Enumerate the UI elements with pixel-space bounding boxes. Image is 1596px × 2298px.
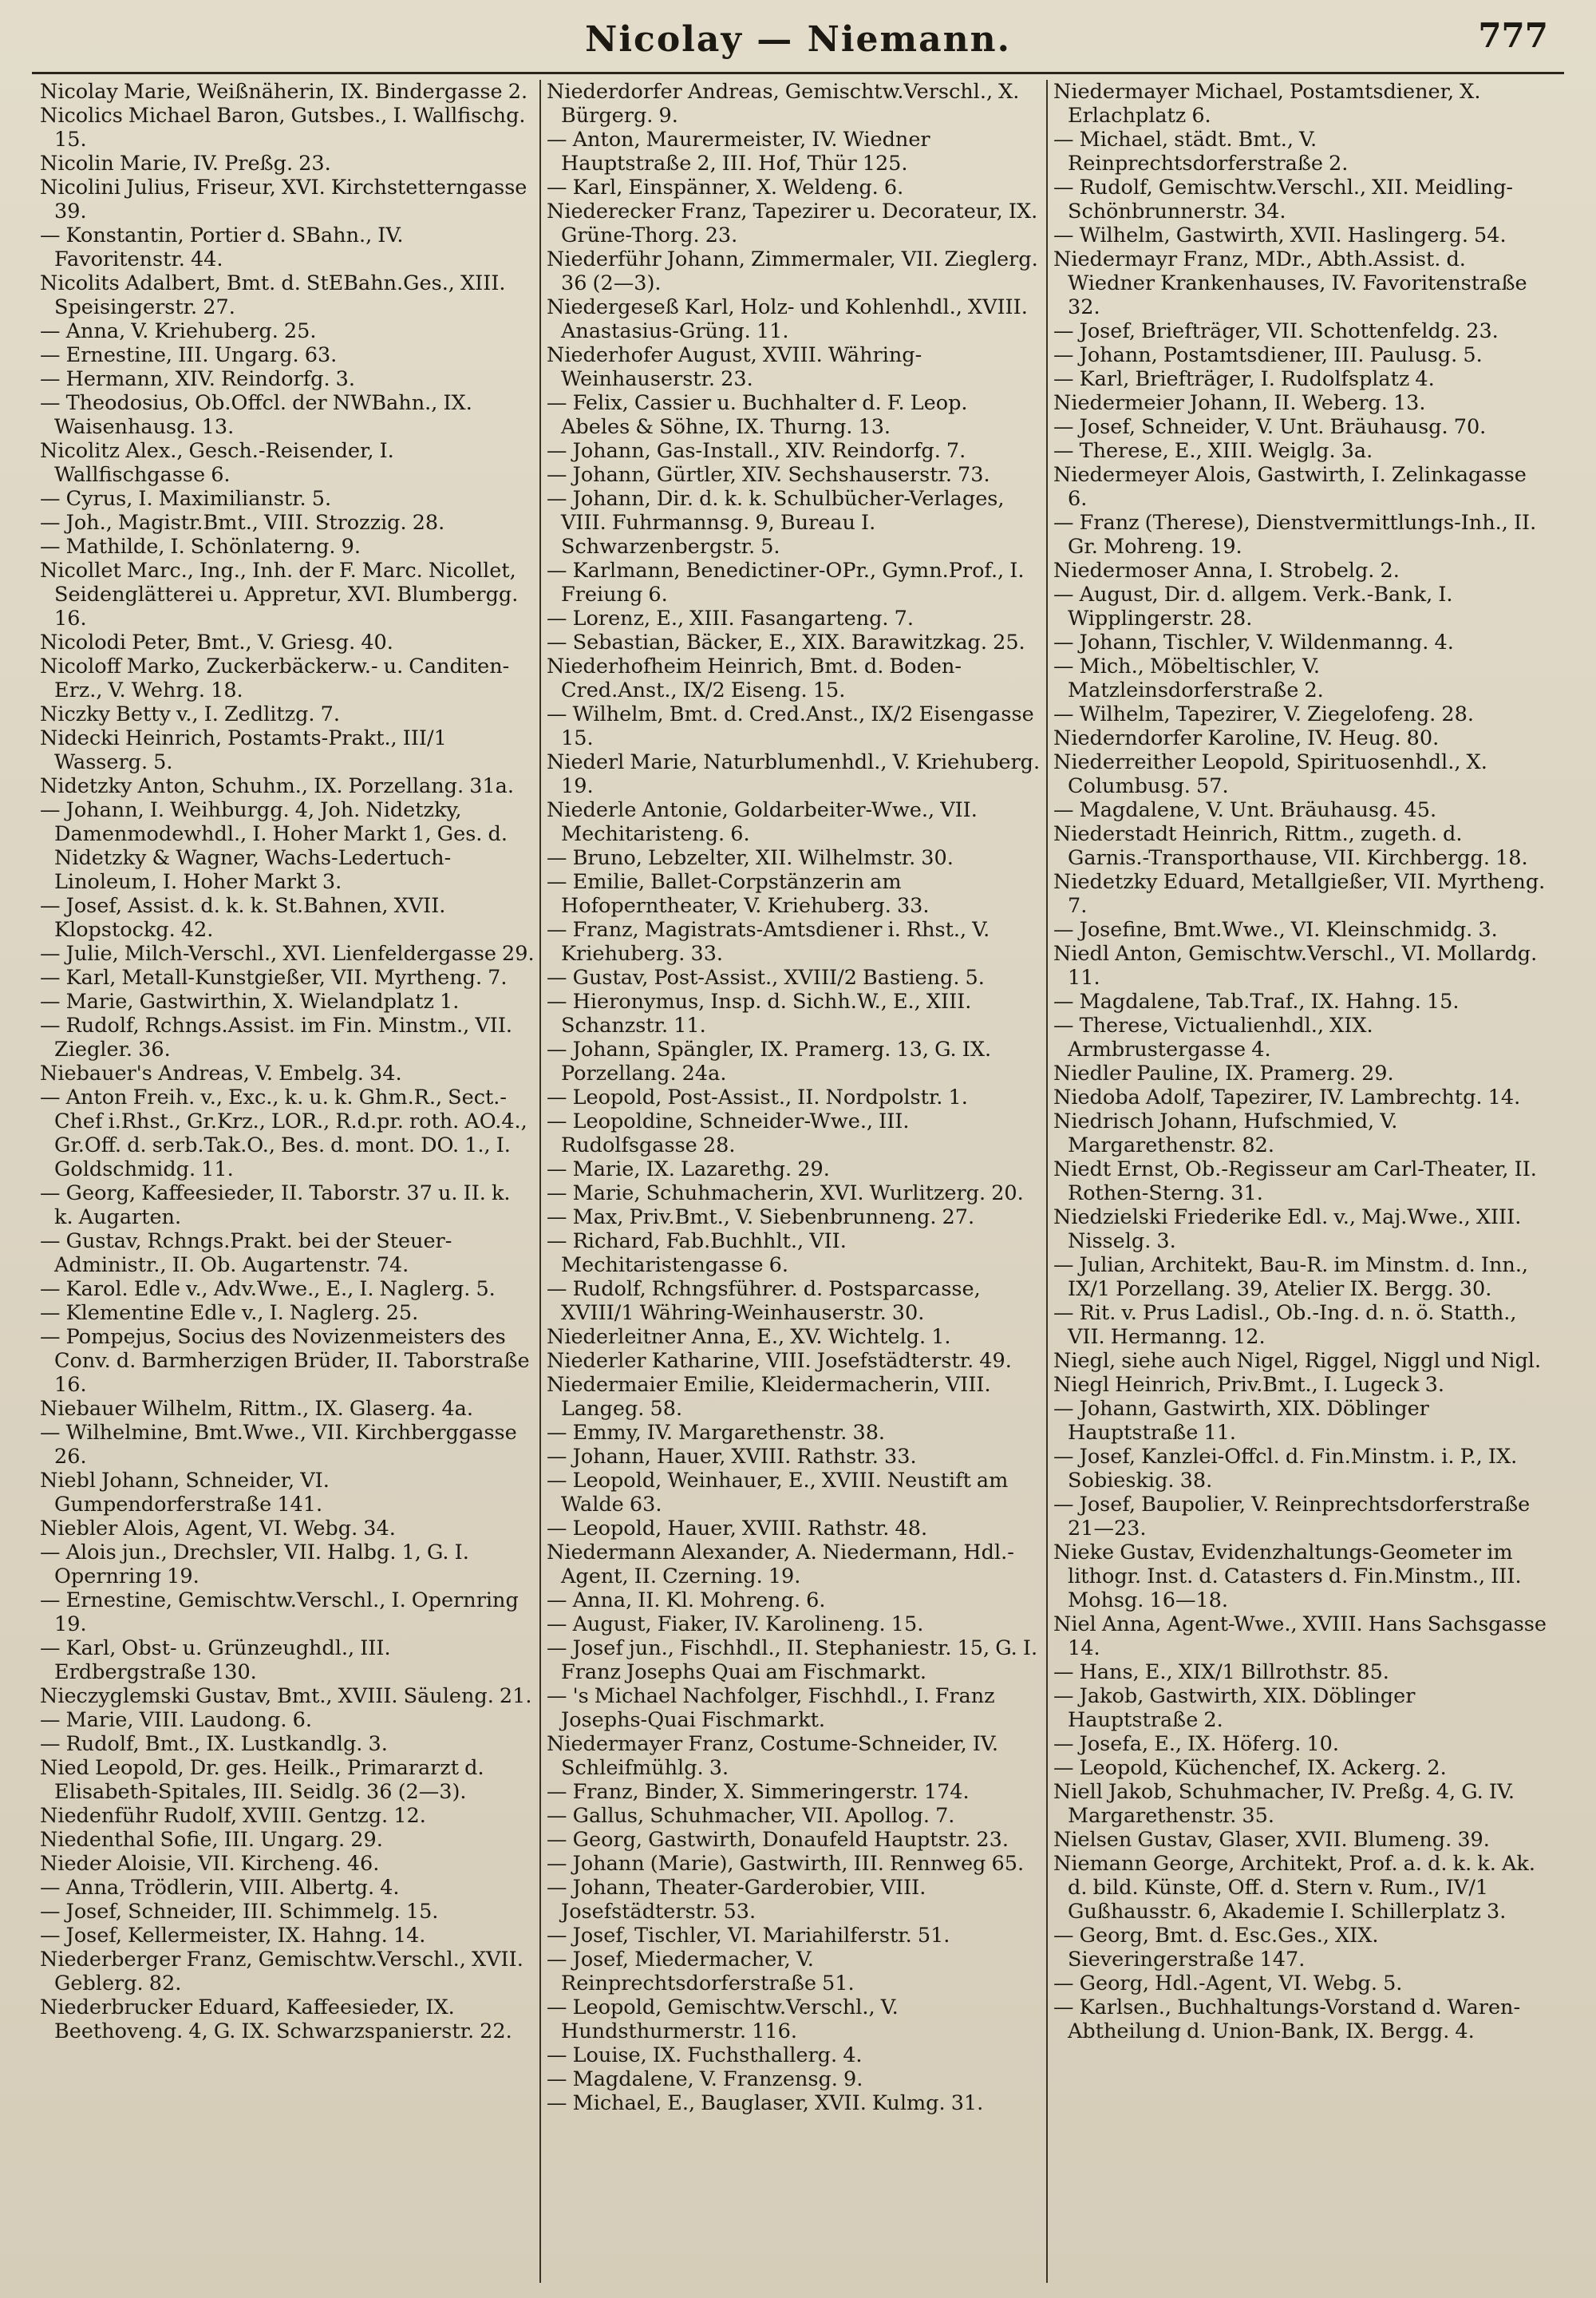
directory-entry: — Cyrus, I. Maximilianstr. 5. xyxy=(40,487,332,511)
directory-entry: Niedergeseß Karl, Holz- und Kohlenhdl., XVIII. Anastasius-Grüng. 11. xyxy=(547,295,1028,343)
directory-entry: — Max, Priv.Bmt., V. Siebenbrunneng. 27. xyxy=(547,1205,975,1229)
directory-entry: Niedler Pauline, IX. Pramerg. 29. xyxy=(1053,1062,1394,1086)
directory-entry: — Magdalene, Tab.Traf., IX. Hahng. 15. xyxy=(1053,990,1460,1014)
directory-entry: — Karlsen., Buchhaltungs-Vorstand d. Waren-Abtheilung d. Union-Bank, IX. Bergg. 4. xyxy=(1053,1995,1521,2043)
directory-entry: — Franz, Binder, X. Simmeringerstr. 174. xyxy=(547,1780,970,1804)
directory-entry: Nied Leopold, Dr. ges. Heilk., Primararzt d. Elisabeth-Spitales, III. Seidlg. 36 (2—3). xyxy=(40,1756,484,1804)
directory-entry: Niedenthal Sofie, III. Ungarg. 29. xyxy=(40,1828,383,1852)
directory-entry: — Richard, Fab.Buchhlt., VII. Mechitaristengasse 6. xyxy=(547,1229,847,1277)
directory-entry: Niederbrucker Eduard, Kaffeesieder, IX. Beethoveng. 4, G. IX. Schwarzspanierstr. 22. xyxy=(40,1995,512,2043)
directory-entry: — Josefine, Bmt.Wwe., VI. Kleinschmidg. 3. xyxy=(1053,918,1498,942)
column-1 xyxy=(40,80,535,2043)
directory-entry: — Johann (Marie), Gastwirth, III. Rennweg 65. xyxy=(547,1852,1025,1876)
directory-entry: — Karl, Obst- u. Grünzeughdl., III. Erdbergstraße 130. xyxy=(40,1636,391,1684)
directory-entry: Niel Anna, Agent-Wwe., XVIII. Hans Sachsgasse 14. xyxy=(1053,1612,1547,1660)
directory-entry: — Rit. v. Prus Ladisl., Ob.-Ing. d. n. ö. Statth., VII. Hermanng. 12. xyxy=(1053,1301,1517,1349)
directory-entry: Niebler Alois, Agent, VI. Webg. 34. xyxy=(40,1517,396,1541)
directory-entry: — Josef jun., Fischhdl., II. Stephaniestr. 15, G. I. Franz Josephs Quai am Fischmarkt. xyxy=(547,1636,1038,1684)
directory-entry: — Hermann, XIV. Reindorfg. 3. xyxy=(40,367,355,391)
directory-entry: Niederl Marie, Naturblumenhdl., V. Kriehuberg. 19. xyxy=(547,750,1041,798)
directory-entry: — Gustav, Post-Assist., XVIII/2 Bastieng. 5. xyxy=(547,966,985,990)
directory-entry: Niedermeyer Alois, Gastwirth, I. Zelinkagasse 6. xyxy=(1053,463,1527,511)
directory-entry: — Karl, Metall-Kunstgießer, VII. Myrtheng. 7. xyxy=(40,966,508,990)
directory-entry: Niczky Betty v., I. Zedlitzg. 7. xyxy=(40,702,340,726)
directory-entry: — Pompejus, Socius des Novizenmeisters des Conv. d. Barmherzigen Brüder, II. Taborstraße 16. xyxy=(40,1325,530,1397)
directory-entry: — Anton Freih. v., Exc., k. u. k. Ghm.R., Sect.-Chef i.Rhst., Gr.Krz., LOR., R.d.pr. roth. AO.4., Gr.Off. d. serb.Tak.O., Bes. d. mont. DO. 1., I. Goldschmidg. 11. xyxy=(40,1086,527,1181)
directory-entry: — Wilhelmine, Bmt.Wwe., VII. Kirchberggasse 26. xyxy=(40,1421,517,1469)
directory-entry: — Marie, Gastwirthin, X. Wielandplatz 1. xyxy=(40,990,460,1014)
directory-entry: — Mathilde, I. Schönlaterng. 9. xyxy=(40,535,361,559)
directory-entry: — Josef, Kellermeister, IX. Hahng. 14. xyxy=(40,1924,426,1948)
page-title: Nicolay — Niemann. xyxy=(585,19,1011,60)
directory-entry: — Johann, Tischler, V. Wildenmanng. 4. xyxy=(1053,631,1454,655)
directory-entry: — Johann, I. Weihburgg. 4, Joh. Nidetzky, Damenmodewhdl., I. Hoher Markt 1, Ges. d. Nidetzky & Wagner, Wachs-Ledertuch-Linoleum, I. Hoher Markt 3. xyxy=(40,798,508,894)
directory-entry: Nieder Aloisie, VII. Kircheng. 46. xyxy=(40,1852,380,1876)
directory-entry: — Josefa, E., IX. Höferg. 10. xyxy=(1053,1732,1339,1756)
directory-entry: — Johann, Dir. d. k. k. Schulbücher-Verlages, VIII. Fuhrmannsg. 9, Bureau I. Schwarzenbergstr. 5. xyxy=(547,487,1005,559)
directory-entry: Nicolodi Peter, Bmt., V. Griesg. 40. xyxy=(40,631,393,655)
directory-entry: — Karlmann, Benedictiner-OPr., Gymn.Prof., I. Freiung 6. xyxy=(547,559,1025,607)
directory-entry: — Leopold, Post-Assist., II. Nordpolstr. 1. xyxy=(547,1086,968,1109)
directory-entry: — Emilie, Ballet-Corpstänzerin am Hofoperntheater, V. Kriehuberg. 33. xyxy=(547,870,930,918)
directory-entry: — Magdalene, V. Franzensg. 9. xyxy=(547,2067,863,2091)
directory-entry: Niederstadt Heinrich, Rittm., zugeth. d. Garnis.-Transporthause, VII. Kirchbergg. 18. xyxy=(1053,822,1528,870)
directory-entry: — Louise, IX. Fuchsthallerg. 4. xyxy=(547,2043,863,2067)
directory-entry: — Hieronymus, Insp. d. Sichh.W., E., XIII. Schanzstr. 11. xyxy=(547,990,972,1038)
directory-entry: Niell Jakob, Schuhmacher, IV. Preßg. 4, G. IV. Margarethenstr. 35. xyxy=(1053,1780,1515,1828)
directory-entry: — Therese, Victualienhdl., XIX. Armbrustergasse 4. xyxy=(1053,1014,1373,1062)
directory-entry: — Marie, Schuhmacherin, XVI. Wurlitzerg. 20. xyxy=(547,1181,1024,1205)
directory-entry: — Georg, Kaffeesieder, II. Taborstr. 37 u. II. k. k. Augarten. xyxy=(40,1181,511,1229)
directory-entry: — Johann, Gürtler, XIV. Sechshauserstr. 73. xyxy=(547,463,990,487)
directory-entry: — Johann, Spängler, IX. Pramerg. 13, G. IX. Porzellang. 24a. xyxy=(547,1038,992,1086)
directory-entry: Niedermann Alexander, A. Niedermann, Hdl.-Agent, II. Czerning. 19. xyxy=(547,1541,1014,1588)
directory-entry: — Anton, Maurermeister, IV. Wiedner Hauptstraße 2, III. Hof, Thür 125. xyxy=(547,128,930,176)
directory-entry: — Georg, Hdl.-Agent, VI. Webg. 5. xyxy=(1053,1972,1403,1995)
directory-entry: — Lorenz, E., XIII. Fasangarteng. 7. xyxy=(547,607,914,631)
directory-entry: — Theodosius, Ob.Offcl. der NWBahn., IX. Waisenhausg. 13. xyxy=(40,391,472,439)
directory-entry: Niedl Anton, Gemischtw.Verschl., VI. Mollardg. 11. xyxy=(1053,942,1538,990)
directory-entry: Niedoba Adolf, Tapezirer, IV. Lambrechtg. 14. xyxy=(1053,1086,1521,1109)
directory-entry: Niederreither Leopold, Spirituosenhdl., X. Columbusg. 57. xyxy=(1053,750,1487,798)
directory-entry: — Julian, Architekt, Bau-R. im Minstm. d. Inn., IX/1 Porzellang. 39, Atelier IX. Bergg. 30. xyxy=(1053,1253,1529,1301)
directory-entry: — Josef, Assist. d. k. k. St.Bahnen, XVII. Klopstockg. 42. xyxy=(40,894,446,942)
directory-entry: — Julie, Milch-Verschl., XVI. Lienfeldergasse 29. xyxy=(40,942,535,966)
directory-entry: Nicolini Julius, Friseur, XVI. Kirchstetterngasse 39. xyxy=(40,176,527,223)
directory-entry: — Josef, Miedermacher, V. Reinprechtsdorferstraße 51. xyxy=(547,1948,855,1995)
directory-entry: Niederhofheim Heinrich, Bmt. d. Boden-Cred.Anst., IX/2 Eiseng. 15. xyxy=(547,655,962,702)
directory-entry: — Josef, Kanzlei-Offcl. d. Fin.Minstm. i. P., IX. Sobieskig. 38. xyxy=(1053,1445,1518,1493)
directory-entry: Nicollet Marc., Ing., Inh. der F. Marc. Nicollet, Seidenglätterei u. Appretur, XVI. Blumbergg. 16. xyxy=(40,559,519,631)
directory-entry: Niedermeier Johann, II. Weberg. 13. xyxy=(1053,391,1426,415)
directory-entry: — Josef, Schneider, III. Schimmelg. 15. xyxy=(40,1900,439,1924)
directory-entry: — Anna, Trödlerin, VIII. Albertg. 4. xyxy=(40,1876,400,1900)
directory-entry: — Magdalene, V. Unt. Bräuhausg. 45. xyxy=(1053,798,1437,822)
directory-entry: — Hans, E., XIX/1 Billrothstr. 85. xyxy=(1053,1660,1389,1684)
directory-entry: — Leopold, Weinhauer, E., XVIII. Neustift am Walde 63. xyxy=(547,1469,1009,1517)
directory-entry: — Rudolf, Rchngsführer. d. Postsparcasse, XVIII/1 Währing-Weinhauserstr. 30. xyxy=(547,1277,981,1325)
directory-entry: — Rudolf, Bmt., IX. Lustkandlg. 3. xyxy=(40,1732,388,1756)
directory-entry: — Marie, IX. Lazarethg. 29. xyxy=(547,1157,830,1181)
directory-entry: — Gustav, Rchngs.Prakt. bei der Steuer-Administr., II. Ob. Augartenstr. 74. xyxy=(40,1229,452,1277)
directory-entry: — Konstantin, Portier d. SBahn., IV. Favoritenstr. 44. xyxy=(40,223,404,271)
directory-entry: — Karl, Einspänner, X. Weldeng. 6. xyxy=(547,176,904,200)
directory-entry: Niedenführ Rudolf, XVIII. Gentzg. 12. xyxy=(40,1804,426,1828)
directory-entry: — Josef, Tischler, VI. Mariahilferstr. 51. xyxy=(547,1924,950,1948)
directory-entry: Niedetzky Eduard, Metallgießer, VII. Myrtheng. 7. xyxy=(1053,870,1546,918)
directory-entry: — Wilhelm, Tapezirer, V. Ziegelofeng. 28. xyxy=(1053,702,1474,726)
page-header xyxy=(0,0,1596,73)
directory-entry: Nicolitz Alex., Gesch.-Reisender, I. Wallfischgasse 6. xyxy=(40,439,394,487)
directory-entry: Niegl Heinrich, Priv.Bmt., I. Lugeck 3. xyxy=(1053,1373,1445,1397)
directory-entry: — Alois jun., Drechsler, VII. Halbg. 1, G. I. Opernring 19. xyxy=(40,1541,469,1588)
directory-entry: — Bruno, Lebzelter, XII. Wilhelmstr. 30. xyxy=(547,846,954,870)
directory-entry: — Leopold, Gemischtw.Verschl., V. Hundsthurmerstr. 116. xyxy=(547,1995,899,2043)
directory-entry: Nieczyglemski Gustav, Bmt., XVIII. Säuleng. 21. xyxy=(40,1684,532,1708)
directory-entry: — Ernestine, Gemischtw.Verschl., I. Opernring 19. xyxy=(40,1588,519,1636)
directory-entry: Niedt Ernst, Ob.-Regisseur am Carl-Theater, II. Rothen-Sterng. 31. xyxy=(1053,1157,1537,1205)
directory-entry: — Jakob, Gastwirth, XIX. Döblinger Hauptstraße 2. xyxy=(1053,1684,1416,1732)
directory-entry: — Rudolf, Rchngs.Assist. im Fin. Minstm., VII. Ziegler. 36. xyxy=(40,1014,513,1062)
directory-entry: Niedrisch Johann, Hufschmied, V. Margarethenstr. 82. xyxy=(1053,1109,1398,1157)
directory-entry: Niedermayer Franz, Costume-Schneider, IV. Schleifmühlg. 3. xyxy=(547,1732,998,1780)
directory-entry: — Johann, Gastwirth, XIX. Döblinger Hauptstraße 11. xyxy=(1053,1397,1429,1445)
directory-entry: — Felix, Cassier u. Buchhalter d. F. Leop. Abeles & Söhne, IX. Thurng. 13. xyxy=(547,391,968,439)
header-rule xyxy=(32,72,1564,74)
directory-entry: Nidecki Heinrich, Postamts-Prakt., III/1 Wasserg. 5. xyxy=(40,726,447,774)
directory-entry: — Johann, Hauer, XVIII. Rathstr. 33. xyxy=(547,1445,917,1469)
directory-entry: — Josef, Briefträger, VII. Schottenfeldg. 23. xyxy=(1053,319,1499,343)
directory-entry: Niedermaier Emilie, Kleidermacherin, VIII. Langeg. 58. xyxy=(547,1373,991,1421)
directory-entry: — Rudolf, Gemischtw.Verschl., XII. Meidling-Schönbrunnerstr. 34. xyxy=(1053,176,1514,223)
directory-entry: — Josef, Baupolier, V. Reinprechtsdorferstraße 21—23. xyxy=(1053,1493,1531,1541)
directory-entry: Niederecker Franz, Tapezirer u. Decorateur, IX. Grüne-Thorg. 23. xyxy=(547,200,1038,247)
directory-entry: — Michael, E., Bauglaser, XVII. Kulmg. 31. xyxy=(547,2091,984,2115)
directory-entry: — Emmy, IV. Margarethenstr. 38. xyxy=(547,1421,886,1445)
directory-entry: — Johann, Theater-Garderobier, VIII. Josefstädterstr. 53. xyxy=(547,1876,926,1924)
column-2 xyxy=(547,80,1041,2115)
directory-entry: Niebauer Wilhelm, Rittm., IX. Glaserg. 4a. xyxy=(40,1397,473,1421)
column-3 xyxy=(1053,80,1548,2043)
directory-entry: — Sebastian, Bäcker, E., XIX. Barawitzkag. 25. xyxy=(547,631,1025,655)
directory-entry: — Georg, Gastwirth, Donaufeld Hauptstr. 23. xyxy=(547,1828,1009,1852)
directory-entry: Niedermayr Franz, MDr., Abth.Assist. d. Wiedner Krankenhauses, IV. Favoritenstraße 32. xyxy=(1053,247,1527,319)
directory-entry: — Gallus, Schuhmacher, VII. Apollog. 7. xyxy=(547,1804,955,1828)
directory-entry: Nielsen Gustav, Glaser, XVII. Blumeng. 39. xyxy=(1053,1828,1490,1852)
directory-entry: — Mich., Möbeltischler, V. Matzleinsdorferstraße 2. xyxy=(1053,655,1324,702)
directory-entry: — Marie, VIII. Laudong. 6. xyxy=(40,1708,312,1732)
directory-entry: Niegl, siehe auch Nigel, Riggel, Niggl und Nigl. xyxy=(1053,1349,1542,1373)
directory-entry: Niedermayer Michael, Postamtsdiener, X. Erlachplatz 6. xyxy=(1053,80,1481,128)
page-number: 777 xyxy=(1478,16,1548,55)
column-divider xyxy=(539,80,541,2283)
directory-entry: — Josef, Schneider, V. Unt. Bräuhausg. 70. xyxy=(1053,415,1487,439)
directory-entry: Nicoloff Marko, Zuckerbäckerw.- u. Canditen-Erz., V. Wehrg. 18. xyxy=(40,655,510,702)
directory-entry: — Wilhelm, Gastwirth, XVII. Haslingerg. 54. xyxy=(1053,223,1507,247)
directory-entry: — August, Fiaker, IV. Karolineng. 15. xyxy=(547,1612,924,1636)
directory-entry: — Michael, städt. Bmt., V. Reinprechtsdorferstraße 2. xyxy=(1053,128,1349,176)
directory-entry: Nieke Gustav, Evidenzhaltungs-Geometer im lithogr. Inst. d. Catasters d. Fin.Minstm., III. Mohsg. 16—18. xyxy=(1053,1541,1522,1612)
directory-entry: Niederhofer August, XVIII. Währing-Weinhauserstr. 23. xyxy=(547,343,922,391)
directory-entry: Niedzielski Friederike Edl. v., Maj.Wwe., XIII. Nisselg. 3. xyxy=(1053,1205,1522,1253)
directory-entry: — Therese, E., XIII. Weiglg. 3a. xyxy=(1053,439,1373,463)
directory-entry: Niederdorfer Andreas, Gemischtw.Verschl., X. Bürgerg. 9. xyxy=(547,80,1020,128)
directory-entry: — August, Dir. d. allgem. Verk.-Bank, I. Wipplingerstr. 28. xyxy=(1053,583,1453,631)
directory-entry: Niederle Antonie, Goldarbeiter-Wwe., VII. Mechitaristeng. 6. xyxy=(547,798,978,846)
directory-entry: — Johann, Gas-Install., XIV. Reindorfg. 7. xyxy=(547,439,966,463)
directory-entry: — Johann, Postamtsdiener, III. Paulusg. 5. xyxy=(1053,343,1483,367)
directory-entry: Niebauer's Andreas, V. Embelg. 34. xyxy=(40,1062,402,1086)
directory-entry: — Anna, V. Kriehuberg. 25. xyxy=(40,319,317,343)
directory-entry: — Joh., Magistr.Bmt., VIII. Strozzig. 28. xyxy=(40,511,445,535)
directory-entry: Niederführ Johann, Zimmermaler, VII. Zieglerg. 36 (2—3). xyxy=(547,247,1038,295)
directory-entry: Niederberger Franz, Gemischtw.Verschl., XVII. Geblerg. 82. xyxy=(40,1948,523,1995)
directory-entry: — Karl, Briefträger, I. Rudolfsplatz 4. xyxy=(1053,367,1435,391)
directory-entry: Niemann George, Architekt, Prof. a. d. k. k. Ak. d. bild. Künste, Off. d. Stern v. Rum., IV/1 Gußhausstr. 6, Akademie I. Schillerplatz 3. xyxy=(1053,1852,1535,1924)
directory-entry: Nicolits Adalbert, Bmt. d. StEBahn.Ges., XIII. Speisingerstr. 27. xyxy=(40,271,506,319)
directory-entry: — Georg, Bmt. d. Esc.Ges., XIX. Sieveringerstraße 147. xyxy=(1053,1924,1379,1972)
directory-entry: Nicolay Marie, Weißnäherin, IX. Bindergasse 2. xyxy=(40,80,528,104)
directory-entry: Nicolics Michael Baron, Gutsbes., I. Wallfischg. 15. xyxy=(40,104,526,152)
directory-entry: — Anna, II. Kl. Mohreng. 6. xyxy=(547,1588,826,1612)
directory-entry: — Leopold, Küchenchef, IX. Ackerg. 2. xyxy=(1053,1756,1447,1780)
directory-entry: Niedermoser Anna, I. Strobelg. 2. xyxy=(1053,559,1400,583)
directory-entry: — Franz, Magistrats-Amtsdiener i. Rhst., V. Kriehuberg. 33. xyxy=(547,918,990,966)
directory-entry: — Karol. Edle v., Adv.Wwe., E., I. Naglerg. 5. xyxy=(40,1277,496,1301)
column-divider xyxy=(1046,80,1048,2283)
directory-entry: Nicolin Marie, IV. Preßg. 23. xyxy=(40,152,331,176)
directory-entry: — Ernestine, III. Ungarg. 63. xyxy=(40,343,338,367)
directory-entry: — 's Michael Nachfolger, Fischhdl., I. Franz Josephs-Quai Fischmarkt. xyxy=(547,1684,995,1732)
directory-entry: Niederler Katharine, VIII. Josefstädterstr. 49. xyxy=(547,1349,1012,1373)
directory-entry: Niebl Johann, Schneider, VI. Gumpendorferstraße 141. xyxy=(40,1469,330,1517)
directory-entry: — Leopoldine, Schneider-Wwe., III. Rudolfsgasse 28. xyxy=(547,1109,910,1157)
directory-entry: — Leopold, Hauer, XVIII. Rathstr. 48. xyxy=(547,1517,928,1541)
directory-entry: Nidetzky Anton, Schuhm., IX. Porzellang. 31a. xyxy=(40,774,514,798)
directory-entry: Niederndorfer Karoline, IV. Heug. 80. xyxy=(1053,726,1440,750)
directory-entry: — Klementine Edle v., I. Naglerg. 25. xyxy=(40,1301,419,1325)
directory-entry: — Wilhelm, Bmt. d. Cred.Anst., IX/2 Eisengasse 15. xyxy=(547,702,1034,750)
directory-entry: — Franz (Therese), Dienstvermittlungs-Inh., II. Gr. Mohreng. 19. xyxy=(1053,511,1537,559)
directory-entry: Niederleitner Anna, E., XV. Wichtelg. 1. xyxy=(547,1325,951,1349)
